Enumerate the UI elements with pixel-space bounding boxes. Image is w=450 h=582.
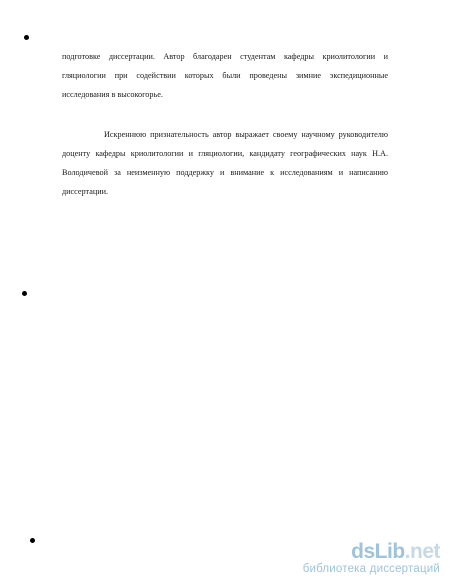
text-line: исследования в высокогорье. — [62, 90, 163, 99]
text-line: Искреннюю признательность автор выражает своему научному руководителю — [104, 130, 388, 139]
watermark-subtitle: библиотека диссертаций — [302, 563, 440, 575]
paragraph-acknowledgement-supervisor — [62, 125, 388, 201]
margin-bullet-middle — [22, 291, 27, 296]
text-line: доценту кафедры криолитологии и гляциологии, кандидату географических наук Н.А. — [62, 149, 388, 158]
dslib-watermark — [303, 541, 440, 576]
text-line: гляциологии при содействии которых были проведены зимние экспедиционные — [62, 71, 388, 80]
paragraph-acknowledgement-students — [62, 47, 388, 104]
margin-bullet-bottom — [30, 538, 35, 543]
text-line: подготовке диссертации. Автор благодарен студентам кафедры криолитологии и — [62, 52, 388, 61]
text-line: диссертации. — [62, 187, 109, 196]
text-line: Володичевой за неизменную поддержку и внимание к исследованиям и написанию — [62, 168, 388, 177]
dslib-logo: dsLib.net — [351, 540, 440, 563]
margin-bullet-top — [24, 35, 29, 40]
